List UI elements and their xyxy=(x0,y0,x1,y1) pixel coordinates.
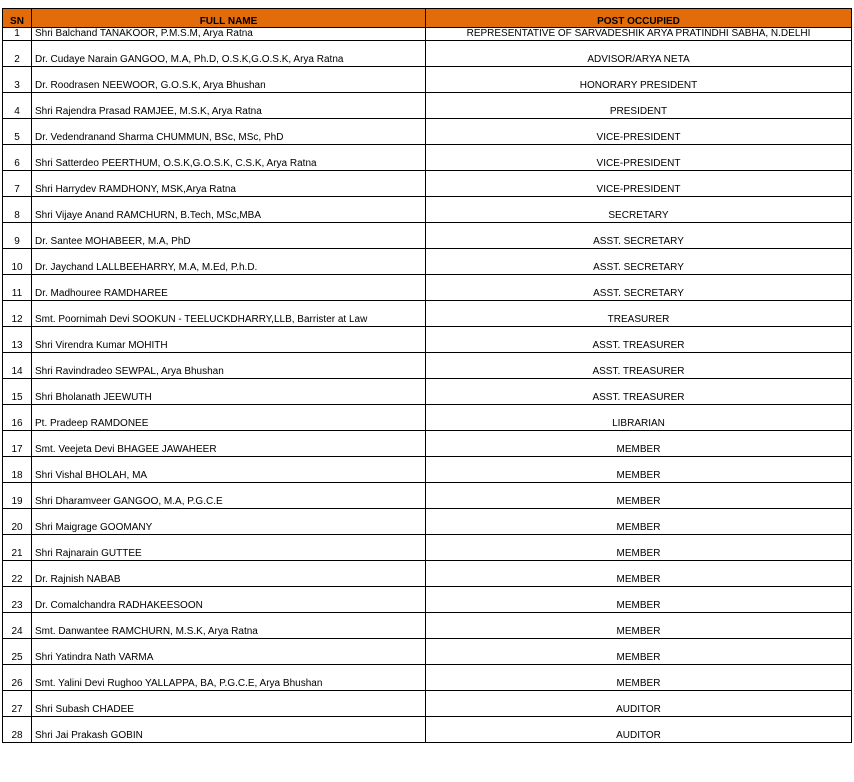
row-full-name: Dr. Rajnish NABAB xyxy=(32,561,426,587)
row-post-occupied: ASST. TREASURER xyxy=(426,353,852,379)
row-full-name: Dr. Santee MOHABEER, M.A, PhD xyxy=(32,223,426,249)
committee-table xyxy=(2,8,852,743)
header-post-occupied: POST OCCUPIED xyxy=(426,9,852,28)
row-sn: 11 xyxy=(3,275,32,301)
table-row xyxy=(3,639,852,665)
row-post-occupied: MEMBER xyxy=(426,483,852,509)
row-post-occupied: MEMBER xyxy=(426,613,852,639)
table-row xyxy=(3,301,852,327)
row-sn: 1 xyxy=(3,28,32,41)
row-sn: 14 xyxy=(3,353,32,379)
row-sn: 26 xyxy=(3,665,32,691)
row-full-name: Shri Rajendra Prasad RAMJEE, M.S.K, Arya Ratna xyxy=(32,93,426,119)
table-row xyxy=(3,327,852,353)
row-full-name: Shri Jai Prakash GOBIN xyxy=(32,717,426,743)
row-sn: 18 xyxy=(3,457,32,483)
row-full-name: Shri Ravindradeo SEWPAL, Arya Bhushan xyxy=(32,353,426,379)
table-row xyxy=(3,431,852,457)
row-full-name: Shri Subash CHADEE xyxy=(32,691,426,717)
row-post-occupied: HONORARY PRESIDENT xyxy=(426,67,852,93)
row-post-occupied: MEMBER xyxy=(426,587,852,613)
row-sn: 10 xyxy=(3,249,32,275)
row-sn: 8 xyxy=(3,197,32,223)
row-full-name: Dr. Roodrasen NEEWOOR, G.O.S.K, Arya Bhushan xyxy=(32,67,426,93)
table-row xyxy=(3,483,852,509)
header-sn: SN xyxy=(3,9,32,28)
table-header xyxy=(3,9,852,28)
table-row xyxy=(3,119,852,145)
row-sn: 5 xyxy=(3,119,32,145)
row-full-name: Shri Satterdeo PEERTHUM, O.S.K,G.O.S.K, C.S.K, Arya Ratna xyxy=(32,145,426,171)
row-full-name: Shri Balchand TANAKOOR, P.M.S.M, Arya Ratna xyxy=(32,28,426,41)
row-sn: 16 xyxy=(3,405,32,431)
row-sn: 7 xyxy=(3,171,32,197)
table-row xyxy=(3,171,852,197)
table-row xyxy=(3,561,852,587)
row-post-occupied: MEMBER xyxy=(426,431,852,457)
row-full-name: Dr. Comalchandra RADHAKEESOON xyxy=(32,587,426,613)
row-full-name: Shri Vijaye Anand RAMCHURN, B.Tech, MSc,MBA xyxy=(32,197,426,223)
row-post-occupied: MEMBER xyxy=(426,509,852,535)
row-sn: 2 xyxy=(3,41,32,67)
table-row xyxy=(3,717,852,743)
table-row xyxy=(3,197,852,223)
table-row xyxy=(3,353,852,379)
table-row xyxy=(3,28,852,41)
table-row xyxy=(3,41,852,67)
row-full-name: Shri Virendra Kumar MOHITH xyxy=(32,327,426,353)
row-full-name: Dr. Madhouree RAMDHAREE xyxy=(32,275,426,301)
row-post-occupied: VICE-PRESIDENT xyxy=(426,171,852,197)
row-post-occupied: MEMBER xyxy=(426,639,852,665)
row-post-occupied: MEMBER xyxy=(426,665,852,691)
row-sn: 12 xyxy=(3,301,32,327)
row-sn: 21 xyxy=(3,535,32,561)
table-row xyxy=(3,613,852,639)
row-post-occupied: ASST. SECRETARY xyxy=(426,275,852,301)
row-full-name: Dr. Jaychand LALLBEEHARRY, M.A, M.Ed, P.h.D. xyxy=(32,249,426,275)
row-full-name: Smt. Yalini Devi Rughoo YALLAPPA, BA, P.G.C.E, Arya Bhushan xyxy=(32,665,426,691)
row-post-occupied: ADVISOR/ARYA NETA xyxy=(426,41,852,67)
row-post-occupied: VICE-PRESIDENT xyxy=(426,145,852,171)
row-full-name: Shri Yatindra Nath VARMA xyxy=(32,639,426,665)
row-sn: 23 xyxy=(3,587,32,613)
row-post-occupied: ASST. TREASURER xyxy=(426,327,852,353)
row-post-occupied: AUDITOR xyxy=(426,717,852,743)
row-sn: 27 xyxy=(3,691,32,717)
row-full-name: Pt. Pradeep RAMDONEE xyxy=(32,405,426,431)
row-sn: 15 xyxy=(3,379,32,405)
row-sn: 25 xyxy=(3,639,32,665)
row-post-occupied: ASST. TREASURER xyxy=(426,379,852,405)
row-full-name: Shri Bholanath JEEWUTH xyxy=(32,379,426,405)
table-row xyxy=(3,509,852,535)
row-full-name: Smt. Veejeta Devi BHAGEE JAWAHEER xyxy=(32,431,426,457)
row-post-occupied: VICE-PRESIDENT xyxy=(426,119,852,145)
row-sn: 13 xyxy=(3,327,32,353)
table-row xyxy=(3,691,852,717)
table-row xyxy=(3,275,852,301)
row-post-occupied: MEMBER xyxy=(426,561,852,587)
table-row xyxy=(3,535,852,561)
table-row xyxy=(3,587,852,613)
row-post-occupied: ASST. SECRETARY xyxy=(426,223,852,249)
row-full-name: Smt. Danwantee RAMCHURN, M.S.K, Arya Ratna xyxy=(32,613,426,639)
table-row xyxy=(3,457,852,483)
row-sn: 19 xyxy=(3,483,32,509)
row-full-name: Shri Rajnarain GUTTEE xyxy=(32,535,426,561)
table-body xyxy=(3,28,852,743)
row-post-occupied: MEMBER xyxy=(426,457,852,483)
row-sn: 24 xyxy=(3,613,32,639)
row-post-occupied: LIBRARIAN xyxy=(426,405,852,431)
row-full-name: Shri Dharamveer GANGOO, M.A, P.G.C.E xyxy=(32,483,426,509)
row-sn: 4 xyxy=(3,93,32,119)
row-full-name: Smt. Poornimah Devi SOOKUN - TEELUCKDHARRY,LLB, Barrister at Law xyxy=(32,301,426,327)
header-full-name: FULL NAME xyxy=(32,9,426,28)
table-row xyxy=(3,223,852,249)
row-full-name: Shri Maigrage GOOMANY xyxy=(32,509,426,535)
row-sn: 17 xyxy=(3,431,32,457)
row-post-occupied: AUDITOR xyxy=(426,691,852,717)
row-post-occupied: TREASURER xyxy=(426,301,852,327)
row-full-name: Dr. Vedendranand Sharma CHUMMUN, BSc, MSc, PhD xyxy=(32,119,426,145)
header-row xyxy=(3,9,852,28)
row-post-occupied: ASST. SECRETARY xyxy=(426,249,852,275)
row-sn: 28 xyxy=(3,717,32,743)
table-row xyxy=(3,67,852,93)
table-row xyxy=(3,379,852,405)
row-post-occupied: REPRESENTATIVE OF SARVADESHIK ARYA PRATINDHI SABHA, N.DELHI xyxy=(426,28,852,41)
row-sn: 22 xyxy=(3,561,32,587)
table-row xyxy=(3,405,852,431)
row-post-occupied: MEMBER xyxy=(426,535,852,561)
row-sn: 20 xyxy=(3,509,32,535)
row-post-occupied: PRESIDENT xyxy=(426,93,852,119)
table-row xyxy=(3,93,852,119)
row-full-name: Shri Vishal BHOLAH, MA xyxy=(32,457,426,483)
table-row xyxy=(3,249,852,275)
row-full-name: Dr. Cudaye Narain GANGOO, M.A, Ph.D, O.S.K,G.O.S.K, Arya Ratna xyxy=(32,41,426,67)
row-sn: 6 xyxy=(3,145,32,171)
table-row xyxy=(3,665,852,691)
row-sn: 3 xyxy=(3,67,32,93)
table-row xyxy=(3,145,852,171)
row-full-name: Shri Harrydev RAMDHONY, MSK,Arya Ratna xyxy=(32,171,426,197)
row-post-occupied: SECRETARY xyxy=(426,197,852,223)
row-sn: 9 xyxy=(3,223,32,249)
